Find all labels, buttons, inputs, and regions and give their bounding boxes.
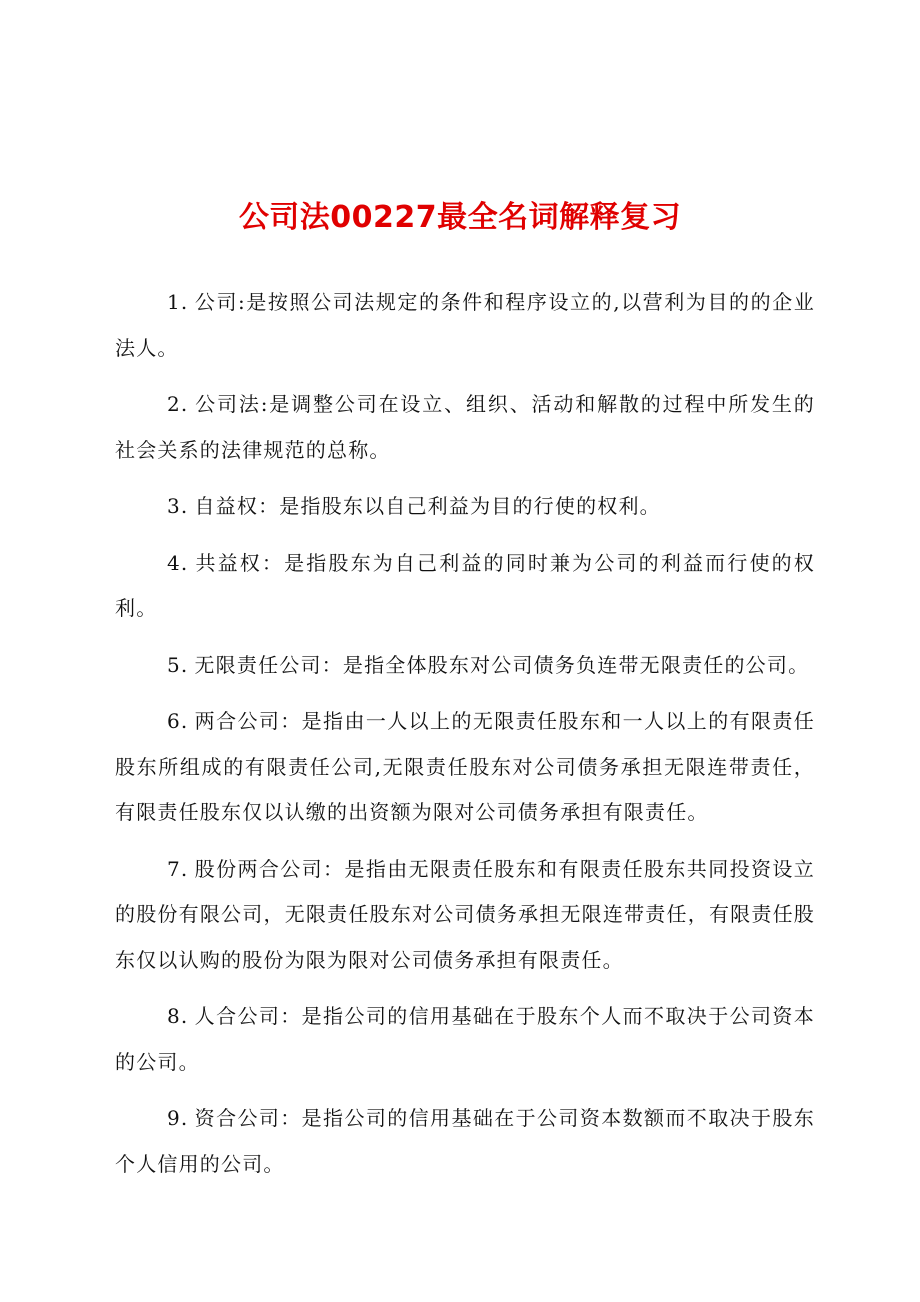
item-number: 5.: [167, 652, 189, 677]
item-number: 6.: [167, 709, 189, 733]
definition-item: [115, 382, 815, 473]
item-text: 无限责任公司：是指全体股东对公司债务负连带无限责任的公司。: [194, 652, 810, 677]
item-text: 两合公司：是指由一人以上的无限责任股东和一人以上的有限责任股东所组成的有限责任公司,无限责任股东对公司债务承担无限连带责任，有限责任股东仅以认缴的出资额为限对公司债务承担有限责任。: [115, 709, 815, 824]
item-text: 股份两合公司：是指由无限责任股东和有限责任股东共同投资设立的股份有限公司，无限责任股东对公司债务承担无限连带责任，有限责任股东仅以认购的股份为限为限对公司债务承担有限责任。: [115, 856, 815, 972]
item-number: 2.: [167, 392, 189, 416]
definition-item: [115, 699, 815, 836]
item-number: 4.: [167, 550, 189, 575]
item-number: 7.: [167, 856, 189, 881]
definition-list: [115, 280, 815, 1198]
item-text: 自益权：是指股东以自己利益为目的行使的权利。: [194, 494, 661, 518]
definition-item: [115, 484, 815, 530]
definition-item: [115, 847, 815, 984]
document-title: 公司法00227最全名词解释复习: [238, 200, 682, 235]
definition-item: [115, 643, 815, 689]
definition-item: [115, 994, 815, 1085]
definition-item: [115, 280, 815, 371]
item-number: 8.: [167, 1004, 189, 1028]
item-text: 公司法:是调整公司在设立、组织、活动和解散的过程中所发生的社会关系的法律规范的总称。: [115, 392, 815, 462]
item-text: 公司:是按照公司法规定的条件和程序设立的,以营利为目的的企业法人。: [115, 290, 815, 360]
item-text: 共益权：是指股东为自己利益的同时兼为公司的利益而行使的权利。: [115, 550, 815, 620]
definition-item: [115, 1096, 815, 1187]
item-text: 人合公司：是指公司的信用基础在于股东个人而不取决于公司资本的公司。: [115, 1004, 815, 1074]
item-number: 3.: [167, 494, 189, 518]
item-text: 资合公司：是指公司的信用基础在于公司资本数额而不取决于股东个人信用的公司。: [115, 1106, 815, 1176]
definition-item: [115, 541, 815, 632]
item-number: 9.: [167, 1106, 189, 1130]
item-number: 1.: [167, 290, 189, 314]
